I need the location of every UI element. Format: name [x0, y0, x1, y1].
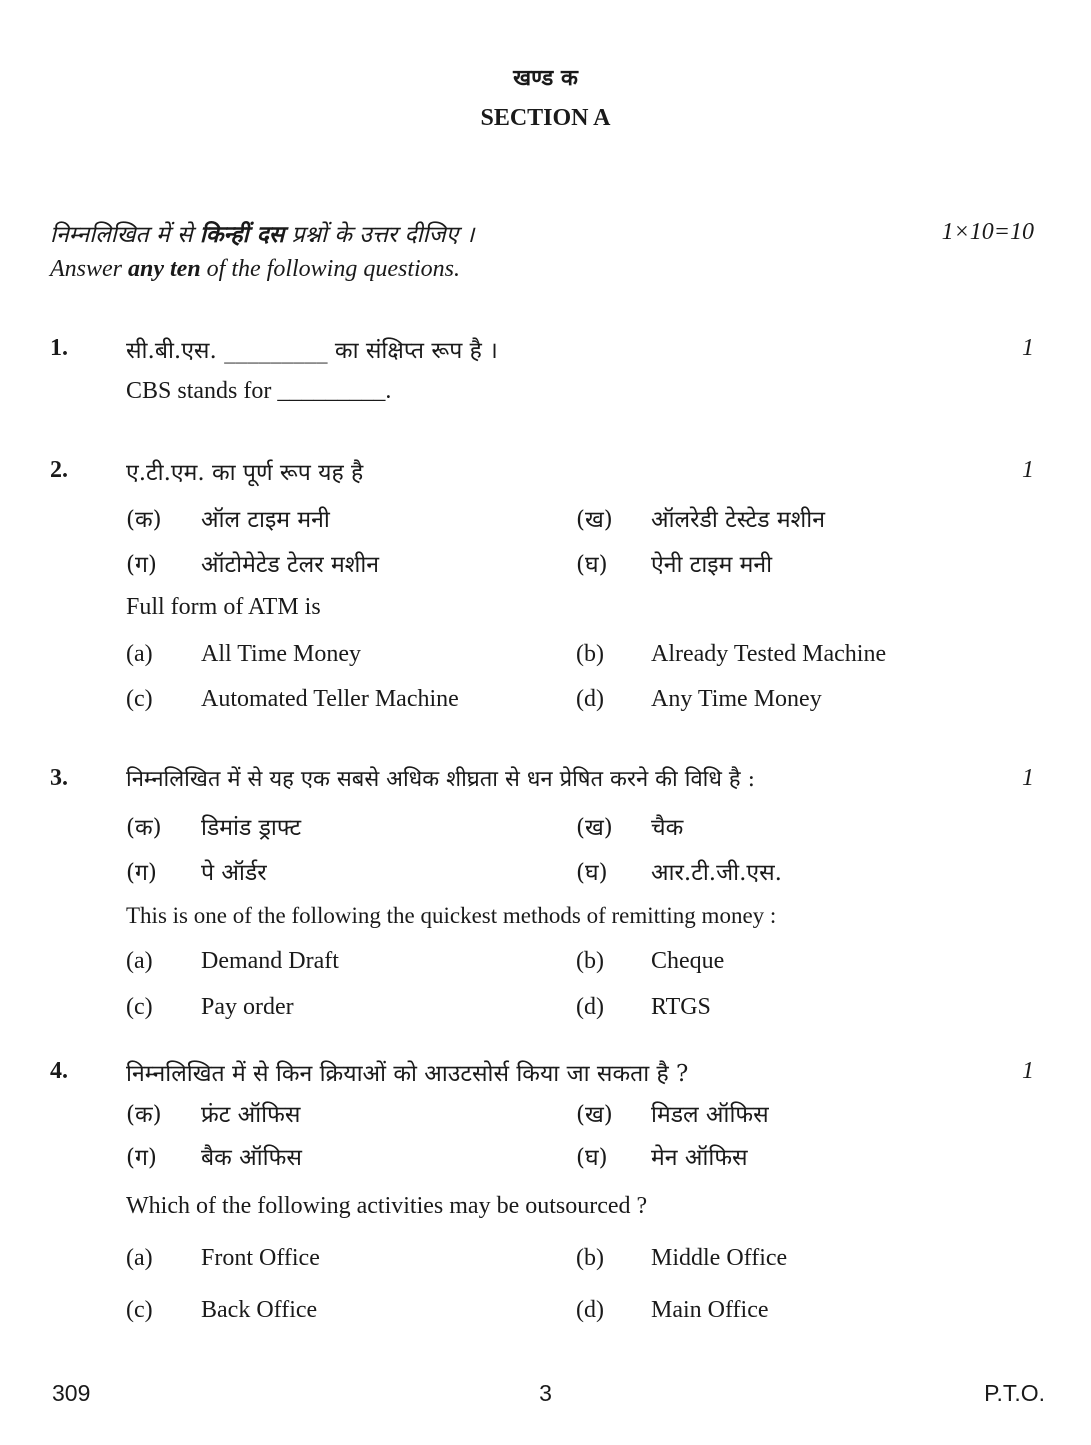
option-text: Any Time Money	[651, 686, 822, 712]
option-label: (ख)	[576, 815, 613, 841]
question-number: 2.	[50, 457, 68, 483]
option-text: डिमांड ड्राफ्ट	[201, 815, 302, 841]
option-text: ऑलरेडी टेस्टेड मशीन	[651, 507, 825, 533]
option-text: Pay order	[201, 994, 294, 1020]
instructions-english: Answer any ten of the following questions.	[50, 256, 461, 282]
instructions-hindi-emphasis: किन्हीं दस	[199, 221, 285, 248]
option-label: (ग)	[126, 552, 157, 578]
option-text: RTGS	[651, 994, 711, 1020]
option-label: (b)	[576, 641, 604, 667]
option-text: पे ऑर्डर	[201, 860, 267, 886]
option-text: Middle Office	[651, 1245, 788, 1271]
option-text: All Time Money	[201, 641, 362, 667]
question-marks: 1	[1022, 457, 1034, 483]
option-text: फ्रंट ऑफिस	[201, 1102, 301, 1128]
option-label: (घ)	[576, 1145, 608, 1171]
option-label: (c)	[126, 1297, 153, 1323]
option-text: ऑल टाइम मनी	[201, 507, 330, 533]
option-text: मेन ऑफिस	[651, 1145, 748, 1171]
option-label: (ग)	[126, 1145, 157, 1171]
section-title-english: SECTION A	[480, 105, 611, 131]
option-label: (ख)	[576, 1102, 613, 1128]
page-number: 3	[539, 1380, 552, 1406]
option-text: मिडल ऑफिस	[651, 1102, 769, 1128]
paper-code: 309	[52, 1380, 91, 1406]
instructions-english-emphasis: any ten	[128, 256, 201, 282]
option-text: ऐनी टाइम मनी	[651, 552, 773, 578]
question-text-english: Full form of ATM is	[126, 594, 321, 620]
option-label: (घ)	[576, 552, 608, 578]
option-text: Automated Teller Machine	[201, 686, 459, 712]
option-label: (d)	[576, 686, 604, 712]
option-text: Front Office	[201, 1245, 320, 1271]
option-label: (क)	[126, 507, 162, 533]
option-label: (क)	[126, 815, 162, 841]
pto-label: P.T.O.	[984, 1380, 1045, 1406]
question-text-english: Which of the following activities may be outsourced ?	[126, 1193, 648, 1219]
option-text: Cheque	[651, 948, 725, 974]
option-label: (घ)	[576, 860, 608, 886]
option-label: (b)	[576, 1245, 604, 1271]
question-marks: 1	[1022, 335, 1034, 361]
option-text: आर.टी.जी.एस.	[651, 860, 782, 886]
option-label: (d)	[576, 994, 604, 1020]
option-label: (d)	[576, 1297, 604, 1323]
option-text: बैक ऑफिस	[201, 1145, 302, 1171]
option-text: Main Office	[651, 1297, 769, 1323]
question-text-hindi: निम्नलिखित में से यह एक सबसे अधिक शीघ्रता से धन प्रेषित करने की विधि है :	[126, 767, 755, 792]
option-label: (b)	[576, 948, 604, 974]
question-number: 3.	[50, 765, 68, 791]
option-text: Back Office	[201, 1297, 318, 1323]
question-text-hindi: ए.टी.एम. का पूर्ण रूप यह है	[126, 460, 364, 486]
option-text: चैक	[651, 815, 684, 841]
option-label: (ख)	[576, 507, 613, 533]
question-marks: 1	[1022, 765, 1034, 791]
section-title-hindi: खण्ड क	[513, 65, 578, 91]
question-text-english: CBS stands for _________.	[126, 378, 392, 404]
question-text-hindi: निम्नलिखित में से किन क्रियाओं को आउटसोर्स किया जा सकता है ?	[126, 1061, 689, 1087]
question-text-hindi: सी.बी.एस. _________ का संक्षिप्त रूप है ।	[126, 338, 498, 364]
instructions-marks: 1×10=10	[941, 219, 1034, 245]
question-number: 1.	[50, 335, 68, 361]
option-label: (a)	[126, 948, 153, 974]
question-text-english: This is one of the following the quickest methods of remitting money :	[126, 903, 777, 928]
option-label: (ग)	[126, 860, 157, 886]
question-marks: 1	[1022, 1058, 1034, 1084]
option-label: (क)	[126, 1102, 162, 1128]
option-label: (a)	[126, 641, 153, 667]
option-text: Demand Draft	[201, 948, 339, 974]
option-text: Already Tested Machine	[651, 641, 887, 667]
option-label: (c)	[126, 994, 153, 1020]
option-label: (c)	[126, 686, 153, 712]
option-label: (a)	[126, 1245, 153, 1271]
option-text: ऑटोमेटेड टेलर मशीन	[201, 552, 380, 578]
question-number: 4.	[50, 1058, 68, 1084]
instructions-hindi: निम्नलिखित में से किन्हीं दस प्रश्नों के उत्तर दीजिए ।	[50, 221, 475, 248]
